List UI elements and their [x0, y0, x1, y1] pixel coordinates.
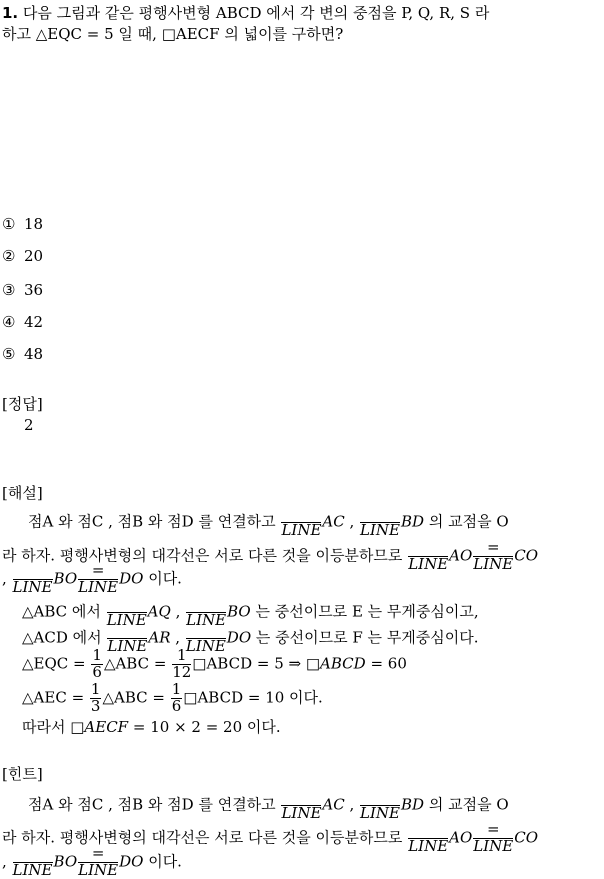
solution-line-4: △ABC 에서 LINE AQ , LINE BO 는 중선이므로 E 는 무게중심이고, — [22, 602, 479, 629]
hint-line-2: 라 하자. 평행사변형의 대각선은 서로 다른 것을 이등분하므로 LINE AO $\frac{=}{\text{LINE}}$ CO — [2, 820, 539, 855]
solution-line-5: △ACD 에서 LINE AR , LINE DO 는 중선이므로 F 는 무게중심이다. — [22, 628, 479, 655]
hint-line-3: , LINE BO $\frac{=}{\text{LINE}}$ DO 이다. — [2, 844, 182, 879]
solution-line-1: 점A 와 점C , 점B 와 점D 를 연결하고 LINE AC , LINE BD 의 교점을 O — [28, 512, 509, 539]
question-number: 1. — [2, 4, 19, 22]
choice-5[interactable]: ⑤ 48 — [2, 345, 44, 363]
solution-line-2: 라 하자. 평행사변형의 대각선은 서로 다른 것을 이등분하므로 LINE AO $\frac{=}{\text{LINE}}$ CO — [2, 538, 539, 573]
hint-line-1: 점A 와 점C , 점B 와 점D 를 연결하고 LINE AC , LINE BD 의 교점을 O — [28, 795, 509, 822]
hint-heading: [힌트] — [2, 765, 43, 783]
figure-placeholder — [0, 46, 604, 206]
question-text-2: 하고 △EQC = 5 일 때, □AECF 의 넓이를 구하면? — [2, 25, 344, 43]
choice-4[interactable]: ④ 42 — [2, 313, 44, 331]
solution-heading: [해설] — [2, 484, 43, 502]
solution-line-8: 따라서 □AECF = 10 × 2 = 20 이다. — [22, 718, 281, 736]
answer-value: 2 — [24, 416, 34, 434]
question-line-1 — [2, 2, 489, 23]
choice-2[interactable]: ② 20 — [2, 247, 44, 265]
solution-line-7: △AEC = $\frac{1}{3}$ △ABC = $\frac{1}{6}$ □ABCD = 10 이다. — [22, 680, 323, 715]
solution-line-6: △EQC = $\frac{1}{6}$ △ABC = $\frac{1}{12}$ □ABCD = 5 ⇒ □ABCD = 60 — [22, 646, 407, 681]
solution-line-3: , LINE BO $\frac{=}{\text{LINE}}$ DO 이다. — [2, 561, 182, 596]
choice-3[interactable]: ③ 36 — [2, 281, 44, 299]
question-text-1: 다음 그림과 같은 평행사변형 ABCD 에서 각 변의 중점을 P, Q, R, S 라 — [22, 4, 490, 22]
answer-heading: [정답] — [2, 395, 43, 413]
choice-1[interactable]: ① 18 — [2, 215, 44, 233]
